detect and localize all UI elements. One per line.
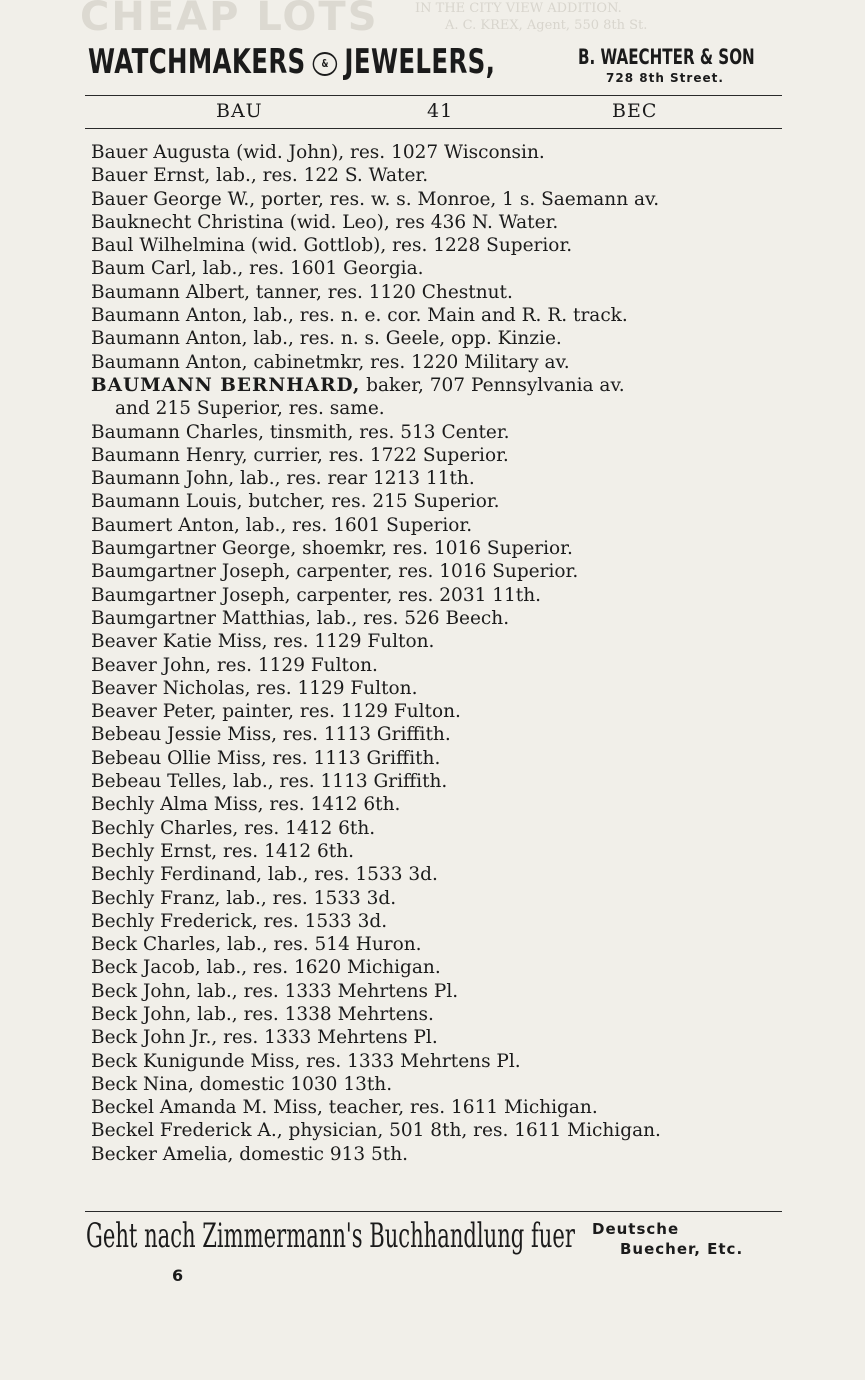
ad-headline — [88, 42, 495, 82]
ad-business-name: B. WAECHTER & SON — [578, 45, 755, 69]
footer-ad-small-1: Deutsche — [592, 1220, 680, 1238]
list-item: Baumgartner Joseph, carpenter, res. 1016 Superior. — [91, 561, 579, 583]
list-item: Beck Charles, lab., res. 514 Huron. — [91, 934, 422, 956]
footer-ad-headline: Geht nach Zimmermann's Buchhandlung fuer — [86, 1216, 575, 1256]
ad-headline-left: WATCHMAKERS — [88, 42, 306, 82]
list-item: Bechly Ernst, res. 1412 6th. — [91, 840, 355, 862]
show-through-ad-title: CHEAP LOTS — [80, 0, 379, 40]
bold-entry-continuation: and 215 Superior, res. same. — [115, 398, 385, 420]
list-item: Bechly Charles, res. 1412 6th. — [91, 817, 376, 839]
list-item: Bauer Augusta (wid. John), res. 1027 Wisconsin. — [91, 142, 545, 163]
list-item: Beaver Katie Miss, res. 1129 Fulton. — [91, 631, 435, 653]
list-item: Beck John, lab., res. 1338 Mehrtens. — [91, 1003, 434, 1025]
list-item: Bechly Frederick, res. 1533 3d. — [91, 910, 388, 932]
list-item: Bauknecht Christina (wid. Leo), res 436 N. Water. — [91, 211, 559, 233]
list-item: Baumann Anton, cabinetmkr, res. 1220 Military av. — [91, 351, 570, 373]
list-item: Beaver Peter, painter, res. 1129 Fulton. — [91, 701, 461, 723]
show-through-line-2: A. C. KREX, Agent, 550 8th St. — [445, 18, 648, 33]
header-advertisement — [88, 40, 778, 90]
show-through-line-1: IN THE CITY VIEW ADDITION. — [415, 1, 622, 16]
jeweler-logo-icon: & — [313, 52, 337, 76]
bold-entry-details: baker, 707 Pennsylvania av. — [360, 374, 625, 396]
bold-entry-name: BAUMANN BERNHARD, — [91, 374, 361, 396]
list-item: Baumgartner George, shoemkr, res. 1016 Superior. — [91, 538, 573, 560]
show-through-ad-text — [415, 0, 647, 34]
footer-ad-small-2: Buecher, Etc. — [620, 1240, 744, 1258]
list-item: Baumann Anton, lab., res. n. e. cor. Main and R. R. track. — [91, 305, 628, 327]
ad-headline-right: JEWELERS, — [344, 42, 496, 82]
list-item: Bauer George W., porter, res. w. s. Monroe, 1 s. Saemann av. — [91, 188, 660, 210]
directory-entries — [88, 141, 788, 1166]
footer-advertisement — [86, 1216, 776, 1268]
list-item: Baumgartner Joseph, carpenter, res. 2031 11th. — [91, 584, 542, 606]
list-item: Baul Wilhelmina (wid. Gottlob), res. 1228 Superior. — [91, 235, 573, 257]
list-item: Beaver John, res. 1129 Fulton. — [91, 654, 378, 676]
ad-business-address: 728 8th Street. — [606, 71, 724, 85]
list-item: Bechly Alma Miss, res. 1412 6th. — [91, 794, 401, 816]
page-number: 41 — [427, 100, 454, 122]
footer-rule — [85, 1211, 782, 1212]
list-item: Beck Jacob, lab., res. 1620 Michigan. — [91, 957, 441, 979]
bold-list-item — [88, 374, 788, 397]
running-head-right: BEC — [612, 100, 658, 122]
list-item: Baumann Charles, tinsmith, res. 513 Center. — [91, 421, 510, 443]
running-head-left: BAU — [216, 100, 263, 122]
list-item: Baumann Anton, lab., res. n. s. Geele, opp. Kinzie. — [91, 328, 562, 350]
list-item: Bebeau Jessie Miss, res. 1113 Griffith. — [91, 724, 451, 746]
list-item: Baumann Albert, tanner, res. 1120 Chestnut. — [91, 281, 513, 303]
list-item: Bauer Ernst, lab., res. 122 S. Water. — [91, 165, 429, 187]
list-item: Bebeau Ollie Miss, res. 1113 Griffith. — [91, 747, 441, 769]
list-item: Bechly Ferdinand, lab., res. 1533 3d. — [91, 864, 438, 886]
list-item: Becker Amelia, domestic 913 5th. — [91, 1143, 409, 1165]
list-item: Beck Nina, domestic 1030 13th. — [91, 1073, 393, 1095]
list-item: Beckel Frederick A., physician, 501 8th, res. 1611 Michigan. — [91, 1120, 661, 1142]
signature-mark: 6 — [172, 1266, 184, 1285]
list-item: Baumann John, lab., res. rear 1213 11th. — [91, 468, 475, 490]
list-item: Beckel Amanda M. Miss, teacher, res. 1611 Michigan. — [91, 1097, 598, 1119]
list-item: Beck John Jr., res. 1333 Mehrtens Pl. — [91, 1027, 438, 1049]
header-rule-top — [85, 95, 782, 96]
list-item: Baumert Anton, lab., res. 1601 Superior. — [91, 514, 473, 536]
list-item: Bechly Franz, lab., res. 1533 3d. — [91, 887, 397, 909]
list-item: Baumann Louis, butcher, res. 215 Superior. — [91, 491, 500, 513]
list-item: Baumgartner Matthias, lab., res. 526 Beech. — [91, 607, 510, 629]
list-item: Beaver Nicholas, res. 1129 Fulton. — [91, 677, 418, 699]
list-item: Beck John, lab., res. 1333 Mehrtens Pl. — [91, 980, 459, 1002]
list-item: Bebeau Telles, lab., res. 1113 Griffith. — [91, 771, 448, 793]
list-item: Beck Kunigunde Miss, res. 1333 Mehrtens Pl. — [91, 1050, 521, 1072]
header-rule-bottom — [85, 128, 782, 129]
list-item: Baum Carl, lab., res. 1601 Georgia. — [91, 258, 424, 280]
list-item: Baumann Henry, currier, res. 1722 Superior. — [91, 444, 509, 466]
